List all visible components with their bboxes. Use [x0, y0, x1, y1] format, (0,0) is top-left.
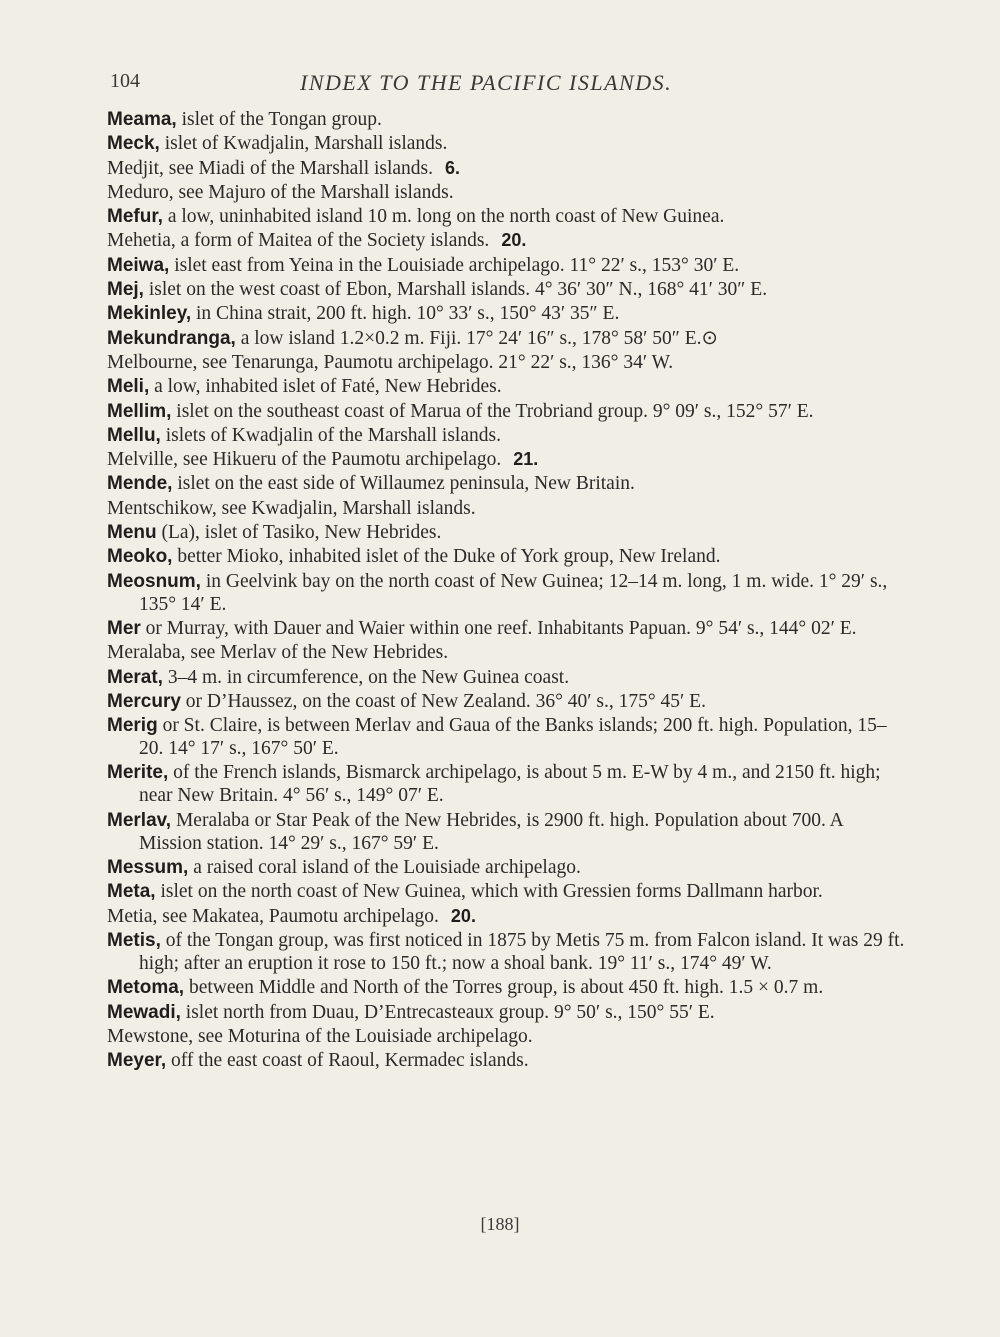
- index-entry: [107, 132, 907, 155]
- entry-headword: Mej,: [107, 279, 144, 301]
- running-head: INDEX TO THE PACIFIC ISLANDS.: [300, 70, 673, 95]
- entry-headword: Menu: [107, 522, 157, 544]
- index-entry: [107, 400, 907, 423]
- entry-text: islets of Kwadjalin of the Marshall islands.: [160, 424, 501, 446]
- entry-headword: Mercury: [107, 690, 181, 712]
- index-entry: [107, 856, 907, 879]
- entry-text: a raised coral island of the Louisiade archipelago.: [188, 857, 581, 879]
- entry-text: islet on the southeast coast of Marua of the Trobriand group. 9° 09′ s., 152° 57′ E.: [171, 400, 814, 422]
- entry-reference-number: 20.: [450, 905, 476, 926]
- entry-headword: Mende,: [107, 473, 173, 495]
- index-entry: [107, 1001, 907, 1024]
- index-entry: [107, 205, 907, 228]
- entry-text: a low, uninhabited island 10 m. long on the north coast of New Guinea.: [162, 206, 725, 228]
- entry-reference-number: 20.: [501, 230, 527, 251]
- index-entry: [107, 761, 907, 807]
- page-number: 104: [110, 70, 140, 92]
- entry-text: Meralaba or Star Peak of the New Hebrides, is 2900 ft. high. Population about 700. A Mission station. 14° 29′ s., 167° 59′ E.: [139, 809, 843, 854]
- index-entry: [107, 254, 907, 277]
- index-entry: [107, 905, 907, 928]
- entry-text: islet on the east side of Willaumez peninsula, New Britain.: [172, 473, 635, 495]
- entry-headword: Merlav,: [107, 809, 172, 831]
- index-entry: [107, 497, 907, 520]
- page-header: [110, 70, 900, 100]
- entry-headword: Meosnum,: [107, 570, 201, 592]
- index-entry: [107, 714, 907, 760]
- entry-text: or Murray, with Dauer and Waier within one reef. Inhabitants Papuan. 9° 54′ s., 144° 02′ E.: [140, 617, 857, 639]
- entry-reference-number: 6.: [445, 157, 461, 178]
- entry-text: between Middle and North of the Torres group, is about 450 ft. high. 1.5 × 0.7 m.: [184, 977, 824, 999]
- entry-headword: Meoko,: [107, 546, 173, 568]
- index-entry: [107, 108, 907, 131]
- entry-text: a low island 1.2×0.2 m. Fiji. 17° 24′ 16″ s., 178° 58′ 50″ E.⊙: [235, 327, 718, 349]
- entry-headword: Meiwa,: [107, 254, 170, 276]
- index-entry: [107, 302, 907, 325]
- entry-headword: Mekundranga,: [107, 327, 236, 349]
- index-entry: [107, 617, 907, 640]
- index-entry: [107, 278, 907, 301]
- entry-reference-number: 21.: [513, 449, 539, 470]
- index-entry: [107, 448, 907, 471]
- index-entry: [107, 545, 907, 568]
- entry-headword: Meama,: [107, 109, 177, 130]
- entry-text: islet on the north coast of New Guinea, which with Gressien forms Dallmann harbor.: [155, 881, 823, 903]
- entry-text: Meduro, see Majuro of the Marshall islands.: [107, 181, 454, 203]
- index-entry: [107, 521, 907, 544]
- entry-headword: Mewadi,: [107, 1001, 181, 1023]
- index-entry: [107, 1049, 907, 1072]
- index-entry: [107, 666, 907, 689]
- index-entry: [107, 809, 907, 855]
- index-entry: [107, 929, 907, 975]
- entry-headword: Merig: [107, 715, 158, 737]
- entry-text: islet north from Duau, D’Entrecasteaux group. 9° 50′ s., 150° 55′ E.: [180, 1001, 715, 1023]
- index-entry: [107, 181, 907, 204]
- entry-headword: Meta,: [107, 881, 156, 903]
- entry-text: in Geelvink bay on the north coast of New Guinea; 12–14 m. long, 1 m. wide. 1° 29′ s., 135° 14′ E.: [139, 570, 888, 615]
- index-entry: [107, 375, 907, 398]
- entry-text: islet of Tasiko, New Hebrides.: [199, 522, 442, 544]
- entry-text: or St. Claire, is between Merlav and Gaua of the Banks islands; 200 ft. high. Population, 15–20. 14° 17′ s., 167° 50′ E.: [139, 715, 887, 760]
- index-entry: [107, 880, 907, 903]
- index-entry: [107, 327, 907, 350]
- entry-headword: Merite,: [107, 762, 169, 784]
- entry-headword: Metis,: [107, 929, 161, 951]
- entry-text: Mehetia, a form of Maitea of the Society islands.: [107, 230, 490, 252]
- entry-headword: Mellu,: [107, 424, 161, 446]
- entry-headword: Meyer,: [107, 1050, 167, 1072]
- entry-text: islet of Kwadjalin, Marshall islands.: [159, 133, 448, 155]
- entry-headword-suffix: (La),: [156, 522, 200, 544]
- index-entry: [107, 472, 907, 495]
- entry-headword: Mellim,: [107, 400, 172, 422]
- entry-text: of the French islands, Bismarck archipelago, is about 5 m. E-W by 4 m., and 2150 ft. high; near New Britain. 4° 56′ s., 149° 07′ E.: [139, 762, 881, 807]
- entry-text: Melville, see Hikueru of the Paumotu archipelago.: [107, 449, 502, 471]
- entry-text: islet of the Tongan group.: [176, 109, 382, 130]
- entry-text: Mewstone, see Moturina of the Louisiade archipelago.: [107, 1025, 533, 1047]
- entry-headword: Metoma,: [107, 977, 185, 999]
- index-entry: [107, 976, 907, 999]
- entry-text: in China strait, 200 ft. high. 10° 33′ s., 150° 43′ 35″ E.: [191, 303, 620, 325]
- index-entries: [107, 108, 907, 1073]
- entry-text: of the Tongan group, was first noticed in 1875 by Metis 75 m. from Falcon island. It was 29 ft. high; after an eruption it rose to 150 ft.; now a shoal bank. 19° 11′ s., 174° 49′ W.: [139, 929, 905, 974]
- entry-text: Meralaba, see Merlav of the New Hebrides.: [107, 642, 449, 664]
- index-entry: [107, 351, 907, 374]
- index-entry: [107, 1025, 907, 1048]
- entry-headword: Mefur,: [107, 206, 163, 228]
- entry-text: Metia, see Makatea, Paumotu archipelago.: [107, 905, 439, 927]
- index-entry: [107, 690, 907, 713]
- index-entry: [107, 641, 907, 664]
- entry-headword: Mer: [107, 617, 141, 639]
- entry-text: off the east coast of Raoul, Kermadec islands.: [166, 1050, 529, 1072]
- entry-text: 3–4 m. in circumference, on the New Guinea coast.: [162, 666, 570, 688]
- index-entry: [107, 157, 907, 180]
- entry-headword: Messum,: [107, 857, 189, 879]
- entry-text: islet on the west coast of Ebon, Marshall islands. 4° 36′ 30″ N., 168° 41′ 30″ E.: [143, 279, 768, 301]
- entry-headword: Meck,: [107, 133, 160, 155]
- index-entry: [107, 424, 907, 447]
- entry-text: better Mioko, inhabited islet of the Duke of York group, New Ireland.: [172, 546, 721, 568]
- entry-headword: Meli,: [107, 376, 150, 398]
- index-entry: [107, 229, 907, 252]
- entry-text: Melbourne, see Tenarunga, Paumotu archipelago. 21° 22′ s., 136° 34′ W.: [107, 351, 674, 373]
- index-entry: [107, 570, 907, 616]
- entry-text: islet east from Yeina in the Louisiade archipelago. 11° 22′ s., 153° 30′ E.: [169, 254, 740, 276]
- page-folio: [188]: [480, 1214, 520, 1234]
- entry-text: Medjit, see Miadi of the Marshall islands.: [107, 157, 434, 179]
- entry-text: Mentschikow, see Kwadjalin, Marshall islands.: [107, 497, 476, 519]
- entry-text: or D’Haussez, on the coast of New Zealand. 36° 40′ s., 175° 45′ E.: [180, 690, 706, 712]
- entry-headword: Mekinley,: [107, 303, 192, 325]
- entry-headword: Merat,: [107, 666, 163, 688]
- entry-text: a low, inhabited islet of Faté, New Hebrides.: [149, 376, 502, 398]
